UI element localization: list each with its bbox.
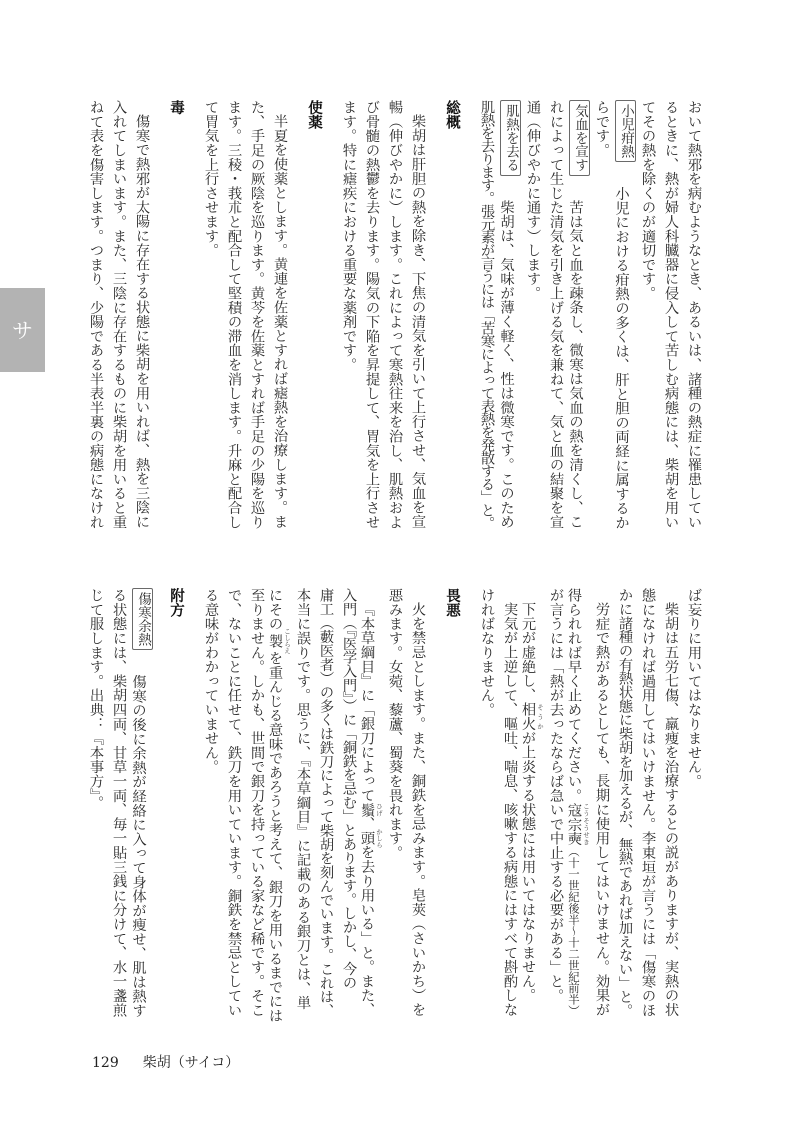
ruby-column — [267, 588, 291, 1023]
section-heading-overview: 総概 — [444, 100, 460, 129]
labeled-column — [613, 100, 636, 532]
ruby-base: 鬚 — [359, 802, 375, 817]
text-column: 通（伸びやかに通す）します。 — [525, 100, 541, 301]
text-column: てその熱を除くのが適切です。 — [640, 100, 656, 301]
text-column: るときに、熱が婦人科臓器に侵入して苦しむ病態には、柴胡を用い — [663, 100, 679, 529]
ruby-base: 頭 — [359, 828, 375, 849]
text-column: 入れてしまいます。また、三陰に存在するものに柴胡を用いると重 — [111, 100, 127, 529]
text-column: 肌熱を去ります。張元素が言うには「苦寒によって表熱を発散する」と。 — [479, 100, 495, 529]
column-text: を重んじる意味であろうと考えて、銀刀を用いるまでには — [267, 650, 283, 1023]
ruby-reading: こしらえ — [283, 627, 291, 654]
text-column: かに諸種の有熱状態に柴胡を加えるが、無熱であれば加えない」と。 — [617, 588, 633, 1018]
ruby-base: 相火 — [520, 702, 536, 732]
ruby-reading: そうか — [536, 702, 544, 732]
index-tab-label: サ — [12, 319, 33, 343]
text-column: び骨髄の熱鬱を去ります。陽気の下陥を昇提して、胃気を上行させ — [364, 100, 380, 529]
page-footer — [92, 1052, 239, 1072]
column-text: 得られれば早く止めてください。 — [566, 588, 582, 803]
text-column: が言うには「熱が去ったならば急いで中止する必要がある」と。 — [548, 588, 564, 1003]
text-column: ます。特に瘧疾における重要な薬剤です。 — [341, 100, 357, 372]
text-column: 入門（『医学入門』）に「銅鉄を忌む」とあります。しかし、今の — [341, 588, 357, 990]
section-heading-incompatibility: 畏悪 — [444, 588, 460, 617]
text-column: れによって生じた清気を引き上げる気を兼ねて、気と血の結聚を宣 — [548, 100, 564, 529]
paragraph-first-column: 柴胡は五労七傷、羸痩を治療するとの説がありますが、実熱の状 — [663, 602, 679, 1017]
term-label-box: 肌熱を去る — [500, 100, 521, 176]
text-column: た、手足の厥陰を巡ります。黄芩を佐薬とすれば手足の少陽を巡り — [249, 100, 265, 529]
era-note: （十一世紀後半～十二世紀前半） — [567, 845, 581, 1017]
bottom-text-block — [84, 588, 705, 1023]
index-tab — [0, 288, 45, 372]
text-column: る意味がわかっていません。 — [203, 588, 219, 774]
term-description: 傷寒の後に余熱が経絡に入って身体が痩せ、肌は熱す — [130, 674, 147, 1018]
column-text: を去り用いる」と。また、 — [359, 845, 375, 1018]
column-text: 『本草綱目』に「銀刀によって — [359, 602, 375, 803]
page-number: 129 — [92, 1055, 119, 1071]
labeled-column — [130, 588, 153, 1020]
ruby-annotation — [520, 702, 544, 732]
paragraph-first-column: 実気が上逆して、嘔吐、喘息、咳嗽する病態にはすべて斟酌しな — [502, 602, 518, 1017]
paragraph-first-column: 半夏を使薬とします。黄連を佐薬とすれば瘧熱を治療します。ま — [272, 114, 288, 529]
text-column: 悪みます。女菀、藜蘆、蜀葵を畏れます。 — [387, 588, 403, 860]
paragraph-first-column: 火を禁忌とします。また、銅鉄を忌みます。皂莢（さいかち）を — [410, 602, 426, 1017]
ruby-column — [360, 588, 383, 1020]
text-column: 至りません。しかも、世間で銀刀を持っている家など稀です。そこ — [249, 588, 265, 1017]
paragraph-first-column: 柴胡は肝胆の熱を除き、下焦の清気を引いて上行させ、気血を宣 — [410, 114, 426, 529]
term-description: 柴胡は、気味が薄く軽く、性は微寒です。このため — [498, 200, 515, 529]
term-label-box: 小児疳熱 — [615, 100, 636, 162]
ruby-annotation — [566, 802, 590, 846]
ruby-base: 製 — [267, 627, 283, 654]
ruby-column — [521, 588, 544, 1020]
labeled-column — [567, 100, 590, 532]
text-column: で、ないことに任せて、鉄刀を用いています。銅鉄を禁忌としてい — [226, 588, 242, 1017]
column-text: 、 — [359, 816, 375, 832]
ruby-annotation — [267, 627, 291, 654]
text-column: て胃気を上行させます。 — [203, 100, 219, 258]
text-column: る状態には、柴胡四両、甘草一両、毎一貼三銭に分けて、水一盞煎 — [111, 588, 127, 1017]
labeled-column — [498, 100, 521, 532]
paragraph-first-column: 傷寒で熱邪が太陽に存在する状態に柴胡を用いれば、熱を三陰に — [134, 114, 150, 529]
ruby-annotation — [359, 828, 383, 849]
text-column: 庸工（藪医者）の多くは鉄刀によって柴胡を刻んでいます。これは、 — [318, 588, 334, 1018]
term-description: 苦は気と血を疎条し、微寒は気血の熱を清くし、こ — [567, 200, 584, 529]
term-description: 小児における疳熱の多くは、肝と胆の両経に属するか — [613, 186, 630, 530]
text-column: 本当に誤りです。思うに、『本草綱目』に記載のある銀刀とは、単 — [295, 588, 311, 1010]
term-label-box: 気血を宣す — [569, 100, 590, 176]
column-text: にその — [267, 588, 283, 631]
text-column: ば妄りに用いてはなりません。 — [686, 588, 702, 789]
term-label-box: 傷寒余熱 — [132, 588, 153, 650]
ruby-column — [567, 588, 590, 1020]
top-text-block — [84, 100, 705, 532]
ruby-reading: ひげ — [375, 802, 383, 817]
text-column: ければなりません。 — [479, 588, 495, 717]
text-column: 暢（伸びやかに）します。これによって寒熱往来を治し、肌熱およ — [387, 100, 403, 529]
ruby-reading: こうそうせき — [582, 802, 590, 846]
running-title: 柴胡（サイコ） — [142, 1055, 240, 1071]
ruby-base: 寇宗奭 — [566, 802, 582, 846]
section-heading-adjuvant: 使薬 — [306, 100, 322, 129]
column-text: 下元が虚絶し、 — [520, 602, 536, 703]
text-column: じて服します。出典：『本事方』。 — [88, 588, 104, 810]
text-column: 態になければ過用してはいけません。李東垣が言うには「傷寒のほ — [640, 588, 656, 1017]
section-heading-toxicity: 毒 — [168, 100, 184, 115]
ruby-reading: かしら — [375, 828, 383, 849]
ruby-annotation — [359, 802, 383, 817]
text-column: ねて表を傷害します。つまり、少陽である半表半裏の病態になけれ — [88, 100, 104, 529]
text-column: ます。三稜・莪朮と配合して堅積の滞血を消します。升麻と配合し — [226, 100, 242, 529]
text-column: おいて熱邪を病むようなとき、あるいは、諸種の熱症に罹患してい — [686, 100, 702, 529]
text-column: らです。 — [594, 100, 610, 158]
column-text: が上炎する状態には用いてはなりません。 — [520, 731, 536, 1003]
section-heading-prescriptions: 附方 — [168, 588, 184, 617]
paragraph-first-column: 労症で熱があるとしても、長期に使用してはいけません。効果が — [594, 602, 610, 1017]
